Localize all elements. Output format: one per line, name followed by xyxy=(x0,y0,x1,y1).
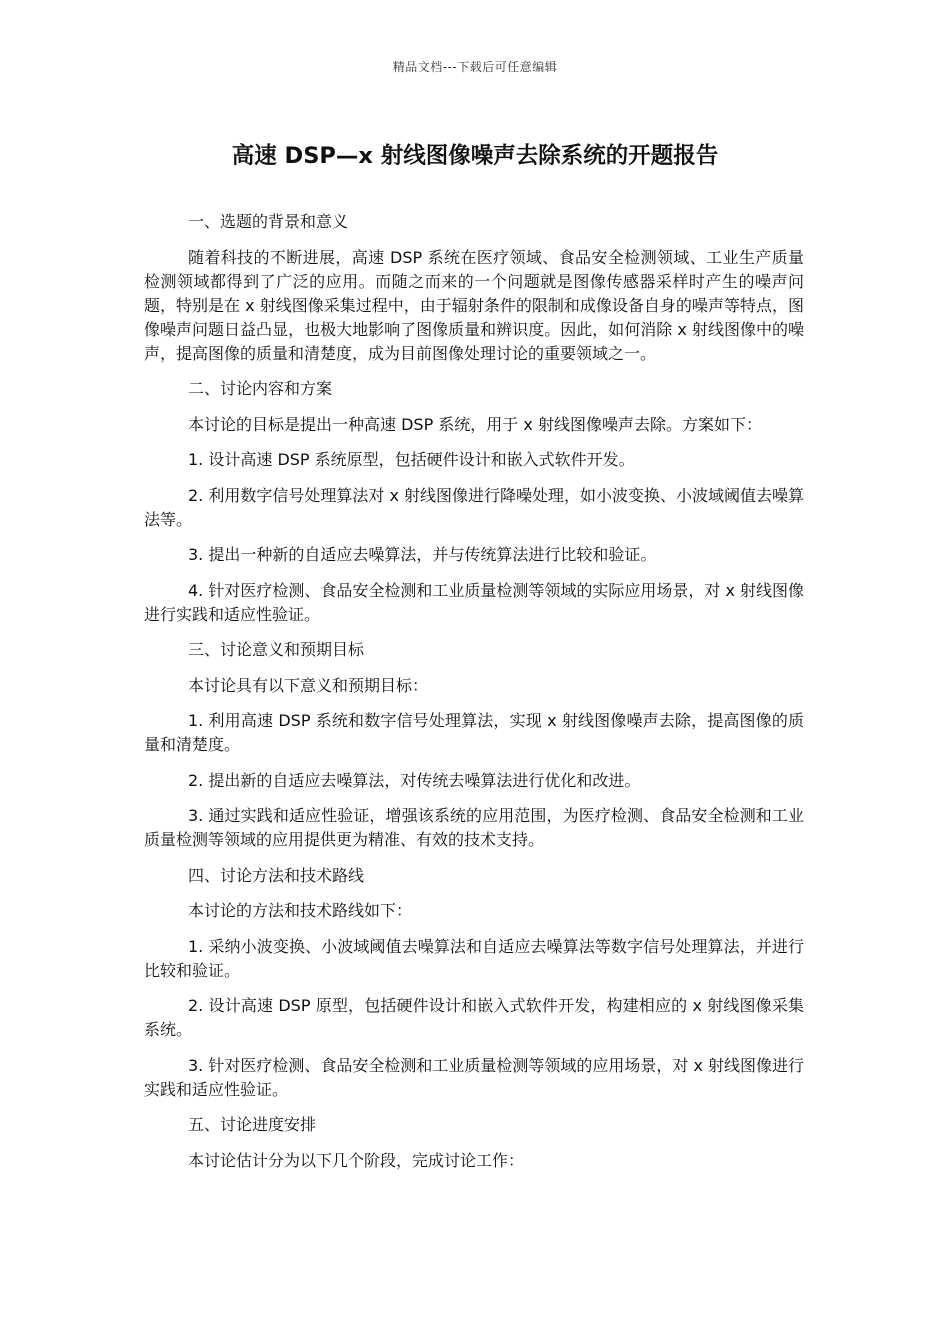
list-item: 1. 设计高速 DSP 系统原型，包括硬件设计和嵌入式软件开发。 xyxy=(188,450,635,469)
paragraph-content-intro: 本讨论的目标是提出一种高速 DSP 系统，用于 x 射线图像噪声去除。方案如下： xyxy=(188,414,762,434)
document-body xyxy=(144,210,804,1184)
list-item: 2. 利用数字信号处理算法对 x 射线图像进行降噪处理，如小波变换、小波域阈值去噪算法等。 xyxy=(144,485,804,529)
list-item: 3. 针对医疗检测、食品安全检测和工业质量检测等领域的应用场景，对 x 射线图像进行实践和适应性验证。 xyxy=(144,1055,804,1099)
section-heading-background: 一、选题的背景和意义 xyxy=(188,212,349,231)
section-heading-content: 二、讨论内容和方案 xyxy=(188,379,333,398)
paragraph-background: 随着科技的不断进展，高速 DSP 系统在医疗领域、食品安全检测领域、工业生产质量检测领域都得到了广泛的应用。而随之而来的一个问题就是图像传感器采样时产生的噪声问题，特别是在 x 射线图像采集过程中，由于辐射条件的限制和成像设备自身的噪声等特点，图像噪声问题日益凸显，也极大地影响了图像质量和辨识度。因此，如何消除 x 射线图像中的噪声，提高图像的质量和清楚度，成为目前图像处理讨论的重要领域之一。 xyxy=(144,247,804,363)
paragraph-methods-intro: 本讨论的方法和技术路线如下： xyxy=(188,901,413,920)
list-item: 4. 针对医疗检测、食品安全检测和工业质量检测等领域的实际应用场景，对 x 射线图像进行实践和适应性验证。 xyxy=(144,580,804,624)
list-item: 1. 利用高速 DSP 系统和数字信号处理算法，实现 x 射线图像噪声去除，提高图像的质量和清楚度。 xyxy=(144,711,804,754)
list-item: 2. 提出新的自适应去噪算法，对传统去噪算法进行优化和改进。 xyxy=(188,770,641,790)
section-heading-significance: 三、讨论意义和预期目标 xyxy=(188,640,365,659)
list-item: 2. 设计高速 DSP 原型，包括硬件设计和嵌入式软件开发，构建相应的 x 射线图像采集系统。 xyxy=(144,996,804,1039)
header-note: 精品文档---下载后可任意编辑 xyxy=(392,60,558,74)
paragraph-schedule-intro: 本讨论估计分为以下几个阶段，完成讨论工作： xyxy=(188,1150,525,1170)
paragraph-significance-intro: 本讨论具有以下意义和预期目标： xyxy=(188,675,429,695)
list-item: 3. 提出一种新的自适应去噪算法，并与传统算法进行比较和验证。 xyxy=(188,545,657,564)
section-heading-schedule: 五、讨论进度安排 xyxy=(188,1115,317,1134)
list-item: 1. 采纳小波变换、小波域阈值去噪算法和自适应去噪算法等数字信号处理算法，并进行比较和验证。 xyxy=(144,936,804,980)
document-title: 高速 DSP—x 射线图像噪声去除系统的开题报告 xyxy=(231,143,719,169)
section-heading-methods: 四、讨论方法和技术路线 xyxy=(188,865,365,885)
list-item: 3. 通过实践和适应性验证，增强该系统的应用范围，为医疗检测、食品安全检测和工业质量检测等领域的应用提供更为精准、有效的技术支持。 xyxy=(144,806,804,849)
